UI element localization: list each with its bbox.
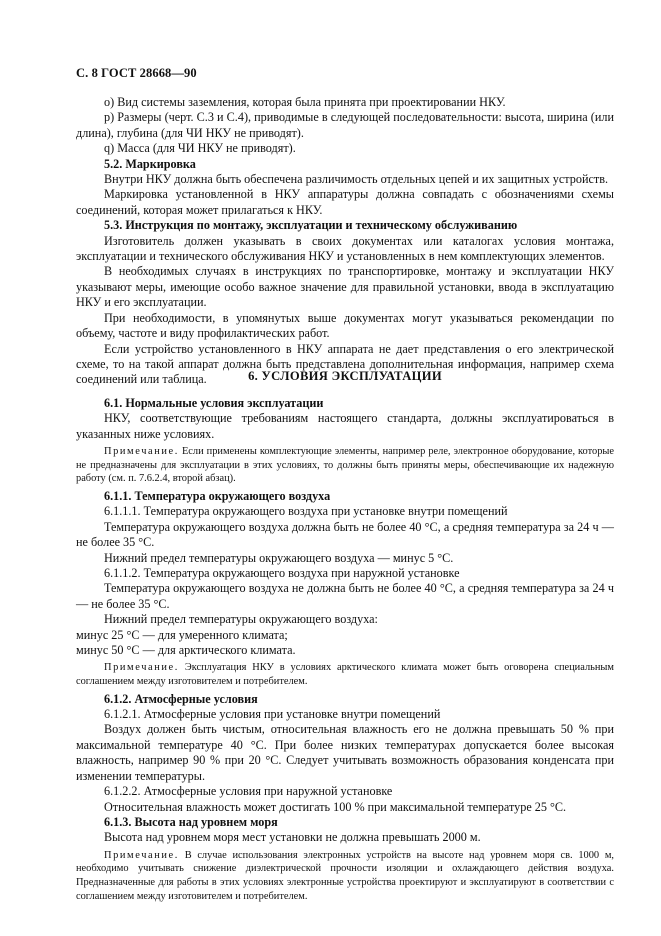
heading-6-1-1: 6.1.1. Температура окружающего воздуха [104,489,331,503]
note-2-text: Эксплуатация НКУ в условиях арктического климата может быть оговорена специальным соглашением между изготовителем и потребителем. [76,662,614,688]
heading-6-1: 6.1. Нормальные условия эксплуатации [104,396,324,410]
item-p: р) Размеры (черт. С.3 и С.4), приводимые в следующей последовательности: высота, ширина (или длина), глубина (для ЧИ НКУ не приводят). [76,110,614,140]
para-5-3-4: Если устройство установленного в НКУ аппарата не дает представления о его электрической схеме, то на такой аппарат должна быть представлена дополнительная информация, например схема соединений или таблица. [76,341,614,387]
page-header: С. 8 ГОСТ 28668—90 [76,66,197,80]
note-2 [76,661,614,688]
section-6-title: 6. УСЛОВИЯ ЭКСПЛУАТАЦИИ [248,369,442,383]
heading-6-1-2-2: 6.1.2.2. Атмосферные условия при наружной установке [104,784,393,799]
para-6-1-1-2-b: Нижний предел температуры окружающего воздуха: [104,612,378,627]
para-6-1-1-1-b: Нижний предел температуры окружающего воздуха — минус 5 °С. [104,550,454,565]
item-q: q) Масса (для ЧИ НКУ не приводят). [104,141,296,156]
para-5-3-3: При необходимости, в упомянутых выше документах могут указываться рекомендации по объему, частоте и виду профилактических работ. [76,310,614,341]
note-3 [76,849,614,903]
heading-6-1-2: 6.1.2. Атмосферные условия [104,691,258,706]
para-6-1-1-2-d: минус 50 °С — для арктического климата. [76,643,296,658]
para-6-1-1-2-a: Температура окружающего воздуха не должна быть не более 40 °С, а средняя температура за 24 ч — не более 35 °С. [76,581,614,611]
section-5-continued [76,95,614,388]
note-1-text: Если применены комплектующие элементы, например реле, электронное оборудование, которые не предназначены для эксплуатации в этих условиях, то должны быть приняты меры, обеспечивающие их надежную работу (см. п. 7.6.2.4, второй абзац). [76,446,614,485]
para-6-1-1-2-c: минус 25 °С — для умеренного климата; [76,627,288,642]
item-o: о) Вид системы заземления, которая была принята при проектировании НКУ. [104,95,506,109]
para-6-1: НКУ, соответствующие требованиям настоящего стандарта, должны эксплуатироваться в указанных ниже условиях. [76,411,614,441]
para-6-1-2-1: Воздух должен быть чистым, относительная влажность его не должна превышать 50 % при максимальной температуре 40 °С. При более низких температурах допускается более высокая влажность, например 90 % при 20 °С. Следует учитывать возможность образования конденсата при изменении температуры. [76,722,614,783]
heading-6-1-3: 6.1.3. Высота над уровнем моря [104,814,278,829]
note-1 [76,445,614,486]
para-6-1-2-2: Относительная влажность может достигать 100 % при максимальной температуре 25 °С. [104,799,567,814]
section-6 [76,396,614,903]
para-5-2-1: Внутри НКУ должна быть обеспечена различимость отдельных цепей и их защитных устройств. [104,172,609,187]
heading-6-1-1-2: 6.1.1.2. Температура окружающего воздуха при наружной установке [104,566,460,581]
heading-6-1-2-1: 6.1.2.1. Атмосферные условия при установке внутри помещений [104,707,441,722]
para-6-1-3: Высота над уровнем моря мест установки не должна превышать 2000 м. [104,830,481,845]
note-label: Примечание. [104,849,179,861]
heading-5-3: 5.3. Инструкция по монтажу, эксплуатации и техническому обслуживанию [104,218,518,233]
heading-6-1-1-1: 6.1.1.1. Температура окружающего воздуха при установке внутри помещений [104,504,508,519]
heading-5-2: 5.2. Маркировка [104,156,196,171]
note-label: Примечание. [104,446,179,458]
para-5-2-2: Маркировка установленной в НКУ аппаратуры должна совпадать с обозначениями схемы соединений, которая может прилагаться к НКУ. [76,187,614,217]
para-5-3-2: В необходимых случаях в инструкциях по транспортировке, монтажу и эксплуатации НКУ указывают меры, имеющие особо важное значение для правильной установки, ввода в эксплуатацию НКУ и его эксплуатации. [76,264,614,310]
note-3-text: В случае использования электронных устройств на высоте над уровнем моря св. 1000 м, необходимо учитывать снижение диэлектрической прочности изоляции и охлаждающего действия воздуха. Предназначенные для работы в этих условиях электронные устройства проектируют и эксплуатируют в соответствии с соглашением между изготовителем и потребителем. [76,849,614,902]
note-label: Примечание. [104,662,179,674]
para-6-1-1-1-a: Температура окружающего воздуха должна быть не более 40 °С, а средняя температура за 24 ч — не более 35 °С. [76,519,614,550]
para-5-3-1: Изготовитель должен указывать в своих документах или каталогах условия монтажа, эксплуатации и технического обслуживания НКУ и установленных в нем комплектующих элементов. [76,233,614,264]
